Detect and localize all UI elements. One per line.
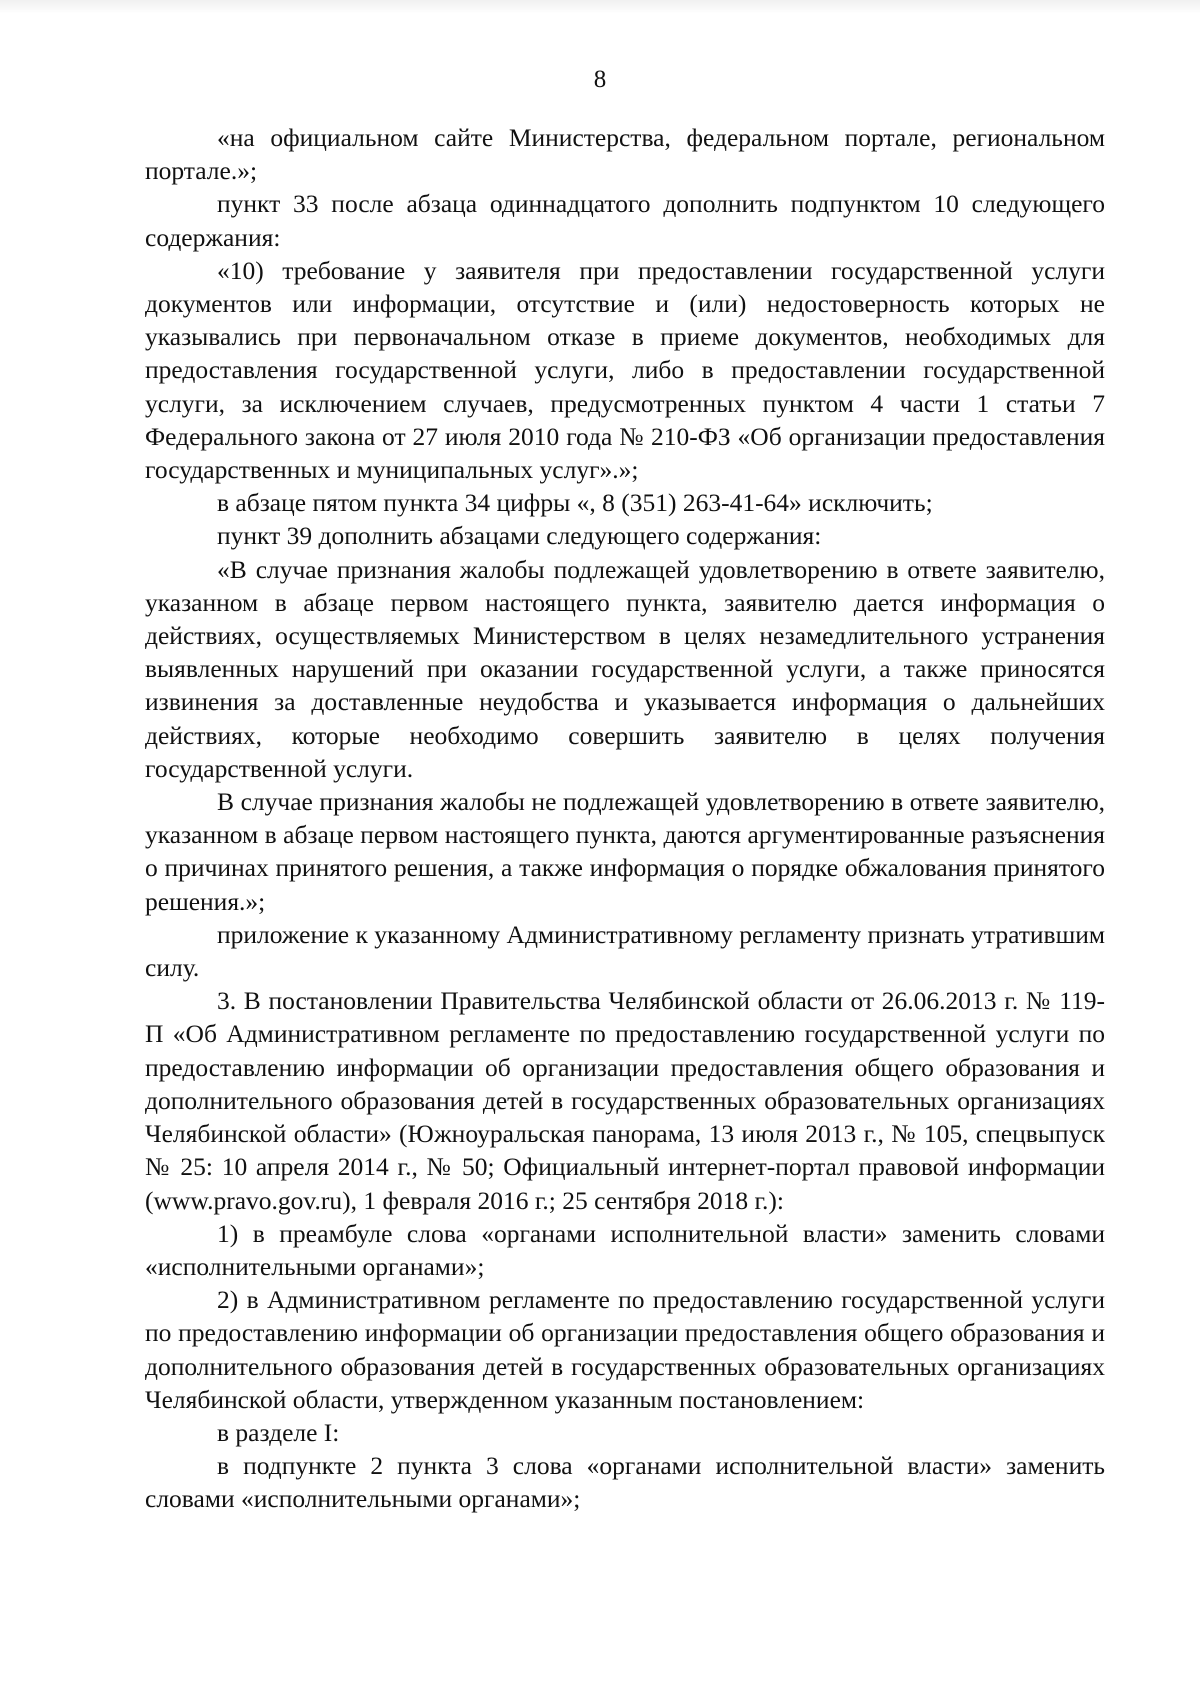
page-number: 8: [593, 66, 607, 93]
paragraph: В случае признания жалобы не подлежащей удовлетворению в ответе заявителю, указанном в абзаце первом настоящего пункта, даются аргументированные разъяснения о причинах принятого решения, а также информация о порядке обжалования принятого решения.»;: [145, 787, 1105, 916]
scan-edge-shadow: [0, 0, 1200, 14]
paragraph: «В случае признания жалобы подлежащей удовлетворению в ответе заявителю, указанном в абзаце первом настоящего пункта, заявителю дается информация о действиях, осуществляемых Министерством в целях незамедлительного устранения выявленных нарушений при оказании государственной услуги, а также приносятся извинения за доставленные неудобства и указывается информация о дальнейших действиях, которые необходимо совершить заявителю в целях получения государственной услуги.: [145, 554, 1105, 783]
paragraph: в подпункте 2 пункта 3 слова «органами исполнительной власти» заменить словами «исполнительными органами»;: [145, 1451, 1105, 1514]
paragraph: «на официальном сайте Министерства, федеральном портале, региональном портале.»;: [145, 123, 1105, 186]
paragraph: 2) в Административном регламенте по предоставлению государственной услуги по предоставлению информации об организации предоставления общего образования и дополнительного образования детей в государственных образовательных организациях Челябинской области, утвержденном указанным постановлением:: [145, 1285, 1105, 1414]
paragraph: пункт 33 после абзаца одиннадцатого дополнить подпунктом 10 следующего содержания:: [145, 189, 1105, 252]
paragraph: 3. В постановлении Правительства Челябинской области от 26.06.2013 г. № 119-П «Об Административном регламенте по предоставлению государственной услуги по предоставлению информации об организации предоставления общего образования и дополнительного образования детей в государственных образовательных организациях Челябинской области» (Южноуральская панорама, 13 июля 2013 г., № 105, спецвыпуск № 25: 10 апреля 2014 г., № 50; Официальный интернет-портал правовой информации (www.pravo.gov.ru), 1 февраля 2016 г.; 25 сентября 2018 г.):: [145, 986, 1105, 1215]
paragraph: пункт 39 дополнить абзацами следующего содержания:: [217, 521, 822, 551]
paragraph: в разделе I:: [217, 1417, 340, 1447]
paragraph: «10) требование у заявителя при предоставлении государственной услуги документов или информации, отсутствие и (или) недостоверность которых не указывались при первоначальном отказе в приеме документов, необходимых для предоставления государственной услуги, либо в предоставлении государственной услуги, за исключением случаев, предусмотренных пунктом 4 части 1 статьи 7 Федерального закона от 27 июля 2010 года № 210-ФЗ «Об организации предоставления государственных и муниципальных услуг».»;: [145, 255, 1105, 485]
paragraph: 1) в преамбуле слова «органами исполнительной власти» заменить словами «исполнительными органами»;: [145, 1218, 1105, 1281]
paragraph: в абзаце пятом пункта 34 цифры «, 8 (351) 263-41-64» исключить;: [217, 488, 933, 518]
document-body: [145, 121, 1105, 1516]
paragraph: приложение к указанному Административному регламенту признать утратившим силу.: [145, 919, 1105, 983]
